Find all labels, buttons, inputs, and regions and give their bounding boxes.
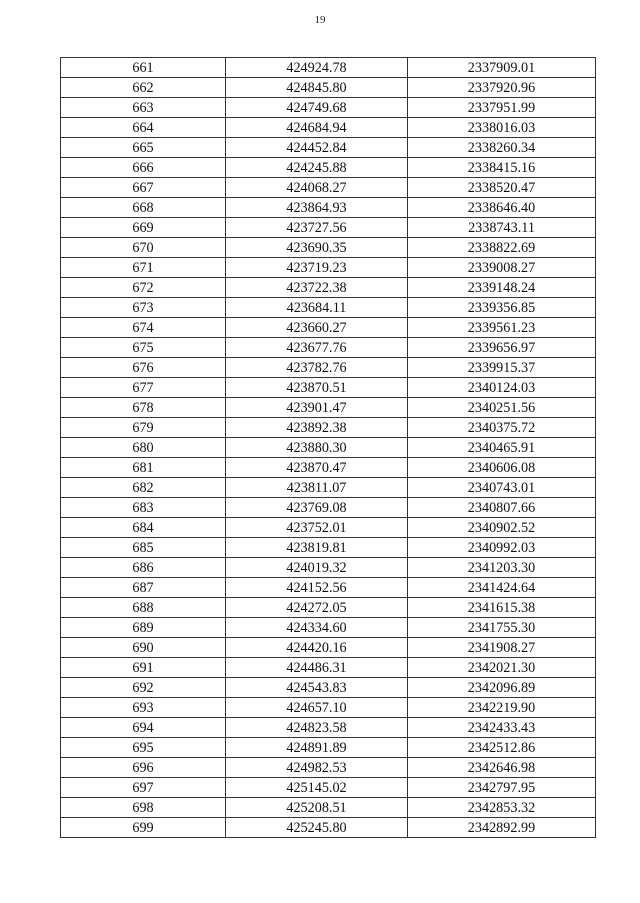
x-coordinate-cell: 423819.81: [226, 538, 408, 558]
point-number-cell: 692: [61, 678, 226, 698]
y-coordinate-cell: 2341203.30: [408, 558, 596, 578]
y-coordinate-cell: 2338260.34: [408, 138, 596, 158]
table-row: [61, 578, 596, 598]
table-row: [61, 138, 596, 158]
table-row: [61, 298, 596, 318]
x-coordinate-cell: 424152.56: [226, 578, 408, 598]
y-coordinate-cell: 2342853.32: [408, 798, 596, 818]
table-row: [61, 398, 596, 418]
x-coordinate-cell: 423870.47: [226, 458, 408, 478]
y-coordinate-cell: 2338646.40: [408, 198, 596, 218]
x-coordinate-cell: 425208.51: [226, 798, 408, 818]
point-number-cell: 699: [61, 818, 226, 838]
x-coordinate-cell: 424657.10: [226, 698, 408, 718]
point-number-cell: 672: [61, 278, 226, 298]
table-row: [61, 358, 596, 378]
y-coordinate-cell: 2339008.27: [408, 258, 596, 278]
point-number-cell: 686: [61, 558, 226, 578]
coordinates-table: [60, 57, 596, 838]
x-coordinate-cell: 424068.27: [226, 178, 408, 198]
x-coordinate-cell: 423782.76: [226, 358, 408, 378]
point-number-cell: 698: [61, 798, 226, 818]
y-coordinate-cell: 2341755.30: [408, 618, 596, 638]
point-number-cell: 676: [61, 358, 226, 378]
table-row: [61, 538, 596, 558]
y-coordinate-cell: 2340606.08: [408, 458, 596, 478]
table-row: [61, 58, 596, 78]
x-coordinate-cell: 423727.56: [226, 218, 408, 238]
y-coordinate-cell: 2340124.03: [408, 378, 596, 398]
x-coordinate-cell: 423684.11: [226, 298, 408, 318]
y-coordinate-cell: 2338822.69: [408, 238, 596, 258]
y-coordinate-cell: 2342021.30: [408, 658, 596, 678]
x-coordinate-cell: 424891.89: [226, 738, 408, 758]
y-coordinate-cell: 2339656.97: [408, 338, 596, 358]
point-number-cell: 693: [61, 698, 226, 718]
point-number-cell: 682: [61, 478, 226, 498]
table-row: [61, 518, 596, 538]
x-coordinate-cell: 424924.78: [226, 58, 408, 78]
table-row: [61, 458, 596, 478]
x-coordinate-cell: 425145.02: [226, 778, 408, 798]
x-coordinate-cell: 423901.47: [226, 398, 408, 418]
y-coordinate-cell: 2341908.27: [408, 638, 596, 658]
y-coordinate-cell: 2337909.01: [408, 58, 596, 78]
y-coordinate-cell: 2339356.85: [408, 298, 596, 318]
x-coordinate-cell: 423677.76: [226, 338, 408, 358]
table-row: [61, 438, 596, 458]
y-coordinate-cell: 2342892.99: [408, 818, 596, 838]
point-number-cell: 690: [61, 638, 226, 658]
point-number-cell: 695: [61, 738, 226, 758]
point-number-cell: 666: [61, 158, 226, 178]
y-coordinate-cell: 2340375.72: [408, 418, 596, 438]
x-coordinate-cell: 423722.38: [226, 278, 408, 298]
table-row: [61, 598, 596, 618]
x-coordinate-cell: 424543.83: [226, 678, 408, 698]
y-coordinate-cell: 2339561.23: [408, 318, 596, 338]
point-number-cell: 697: [61, 778, 226, 798]
x-coordinate-cell: 424245.88: [226, 158, 408, 178]
point-number-cell: 694: [61, 718, 226, 738]
point-number-cell: 684: [61, 518, 226, 538]
x-coordinate-cell: 424334.60: [226, 618, 408, 638]
point-number-cell: 662: [61, 78, 226, 98]
table-row: [61, 198, 596, 218]
x-coordinate-cell: 423864.93: [226, 198, 408, 218]
table-row: [61, 158, 596, 178]
x-coordinate-cell: 423880.30: [226, 438, 408, 458]
point-number-cell: 689: [61, 618, 226, 638]
point-number-cell: 670: [61, 238, 226, 258]
table-row: [61, 338, 596, 358]
x-coordinate-cell: 424019.32: [226, 558, 408, 578]
y-coordinate-cell: 2342646.98: [408, 758, 596, 778]
point-number-cell: 664: [61, 118, 226, 138]
x-coordinate-cell: 423870.51: [226, 378, 408, 398]
table-row: [61, 698, 596, 718]
x-coordinate-cell: 424749.68: [226, 98, 408, 118]
point-number-cell: 668: [61, 198, 226, 218]
table-row: [61, 618, 596, 638]
point-number-cell: 665: [61, 138, 226, 158]
x-coordinate-cell: 424452.84: [226, 138, 408, 158]
point-number-cell: 671: [61, 258, 226, 278]
table-row: [61, 478, 596, 498]
table-row: [61, 638, 596, 658]
point-number-cell: 663: [61, 98, 226, 118]
x-coordinate-cell: 423811.07: [226, 478, 408, 498]
page-number: 19: [314, 14, 326, 26]
table-row: [61, 98, 596, 118]
x-coordinate-cell: 424420.16: [226, 638, 408, 658]
point-number-cell: 683: [61, 498, 226, 518]
point-number-cell: 669: [61, 218, 226, 238]
table-row: [61, 678, 596, 698]
x-coordinate-cell: 423769.08: [226, 498, 408, 518]
y-coordinate-cell: 2337951.99: [408, 98, 596, 118]
table-row: [61, 718, 596, 738]
table-row: [61, 818, 596, 838]
y-coordinate-cell: 2340807.66: [408, 498, 596, 518]
x-coordinate-cell: 424845.80: [226, 78, 408, 98]
table-row: [61, 558, 596, 578]
y-coordinate-cell: 2342433.43: [408, 718, 596, 738]
x-coordinate-cell: 423660.27: [226, 318, 408, 338]
point-number-cell: 691: [61, 658, 226, 678]
x-coordinate-cell: 424982.53: [226, 758, 408, 778]
table-row: [61, 218, 596, 238]
point-number-cell: 680: [61, 438, 226, 458]
y-coordinate-cell: 2342219.90: [408, 698, 596, 718]
y-coordinate-cell: 2342512.86: [408, 738, 596, 758]
x-coordinate-cell: 423752.01: [226, 518, 408, 538]
y-coordinate-cell: 2339148.24: [408, 278, 596, 298]
table-row: [61, 778, 596, 798]
y-coordinate-cell: 2340251.56: [408, 398, 596, 418]
y-coordinate-cell: 2340743.01: [408, 478, 596, 498]
table-row: [61, 258, 596, 278]
table-row: [61, 318, 596, 338]
y-coordinate-cell: 2340992.03: [408, 538, 596, 558]
coordinates-table-body: [61, 58, 596, 838]
x-coordinate-cell: 424272.05: [226, 598, 408, 618]
y-coordinate-cell: 2337920.96: [408, 78, 596, 98]
x-coordinate-cell: 424823.58: [226, 718, 408, 738]
y-coordinate-cell: 2341615.38: [408, 598, 596, 618]
point-number-cell: 687: [61, 578, 226, 598]
x-coordinate-cell: 424486.31: [226, 658, 408, 678]
table-row: [61, 758, 596, 778]
y-coordinate-cell: 2338743.11: [408, 218, 596, 238]
table-row: [61, 378, 596, 398]
point-number-cell: 674: [61, 318, 226, 338]
table-row: [61, 78, 596, 98]
y-coordinate-cell: 2341424.64: [408, 578, 596, 598]
x-coordinate-cell: 424684.94: [226, 118, 408, 138]
table-row: [61, 498, 596, 518]
y-coordinate-cell: 2338016.03: [408, 118, 596, 138]
x-coordinate-cell: 423719.23: [226, 258, 408, 278]
table-row: [61, 178, 596, 198]
point-number-cell: 681: [61, 458, 226, 478]
point-number-cell: 661: [61, 58, 226, 78]
point-number-cell: 679: [61, 418, 226, 438]
point-number-cell: 675: [61, 338, 226, 358]
x-coordinate-cell: 425245.80: [226, 818, 408, 838]
table-row: [61, 418, 596, 438]
y-coordinate-cell: 2342797.95: [408, 778, 596, 798]
point-number-cell: 667: [61, 178, 226, 198]
point-number-cell: 696: [61, 758, 226, 778]
table-row: [61, 118, 596, 138]
point-number-cell: 673: [61, 298, 226, 318]
y-coordinate-cell: 2342096.89: [408, 678, 596, 698]
table-row: [61, 738, 596, 758]
point-number-cell: 677: [61, 378, 226, 398]
table-row: [61, 798, 596, 818]
y-coordinate-cell: 2339915.37: [408, 358, 596, 378]
x-coordinate-cell: 423892.38: [226, 418, 408, 438]
y-coordinate-cell: 2338415.16: [408, 158, 596, 178]
y-coordinate-cell: 2340465.91: [408, 438, 596, 458]
y-coordinate-cell: 2340902.52: [408, 518, 596, 538]
point-number-cell: 678: [61, 398, 226, 418]
point-number-cell: 688: [61, 598, 226, 618]
table-row: [61, 238, 596, 258]
table-row: [61, 278, 596, 298]
x-coordinate-cell: 423690.35: [226, 238, 408, 258]
y-coordinate-cell: 2338520.47: [408, 178, 596, 198]
point-number-cell: 685: [61, 538, 226, 558]
table-row: [61, 658, 596, 678]
